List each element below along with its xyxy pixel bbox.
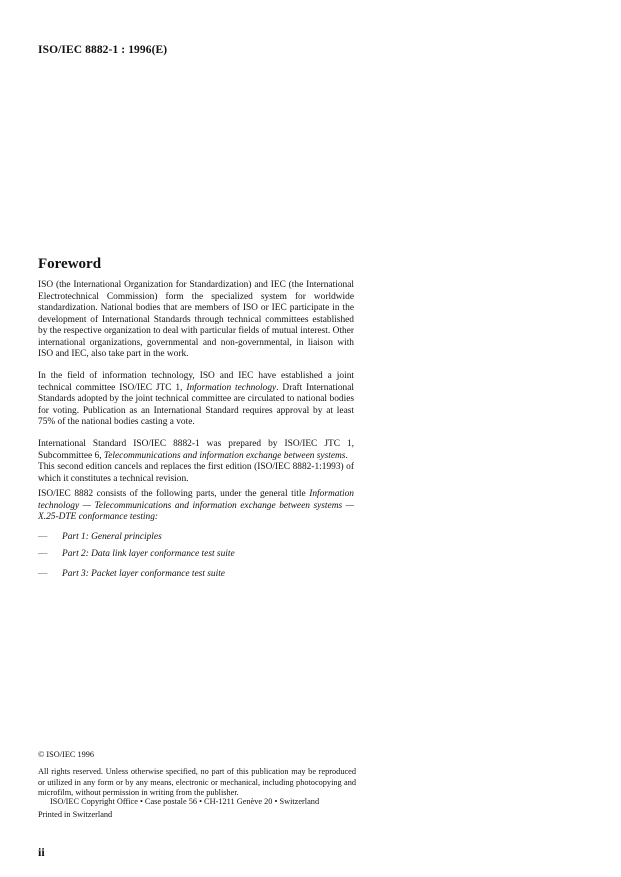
printed-in: Printed in Switzerland [38, 810, 113, 819]
text: . [345, 450, 348, 461]
text: ISO/IEC 8882 consists of the following parts, under the general title [38, 489, 310, 499]
text: International Standard ISO/IEC 8882-1 was prepared by ISO/IEC JTC 1, Subcommittee 6, [38, 439, 354, 461]
italic-text: Telecommunications and information exchange between systems [103, 450, 346, 461]
list-item [38, 569, 225, 579]
copyright-notice: © ISO/IEC 1996 [38, 750, 95, 759]
italic-text: Information technology — Telecommunications and information exchange between systems — X.25-DTE conformance testing: [38, 489, 354, 522]
section-title: Foreword [38, 256, 102, 272]
part-label: Part 3: Packet layer conformance test suite [62, 569, 225, 579]
list-item [38, 532, 162, 542]
part-label: Part 2: Data link layer conformance test suite [62, 549, 235, 559]
copyright-office-address: ISO/IEC Copyright Office • Case postale 56 • CH-1211 Genève 20 • Switzerland [50, 797, 320, 806]
paragraph-edition: This second edition cancels and replaces the first edition (ISO/IEC 8882-1:1993) of which it constitutes a technical revision. [38, 462, 354, 484]
page-number: ii [38, 845, 45, 859]
text: . Draft International Standards adopted by the joint technical committee are circulated to national bodies for voting. Publication as an International Standard requires approval by at least 75% of the national bodies casting a vote. [38, 382, 354, 427]
paragraph-parts [38, 489, 354, 524]
part-label: Part 1: General principles [62, 532, 162, 542]
dash: — [38, 532, 48, 542]
text: In the field of information technology, ISO and IEC have established a joint technical committee ISO/IEC JTC 1, [38, 371, 354, 393]
paragraph-prepared-by [38, 439, 354, 462]
document-header: ISO/IEC 8882-1 : 1996(E) [38, 44, 168, 56]
rights-statement: All rights reserved. Unless otherwise specified, no part of this publication may be reproduced or utilized in any form or by any means, electronic or mechanical, including photocopying and microfilm, without permission in writing from the publisher. [38, 767, 356, 797]
dash: — [38, 569, 48, 579]
italic-text: Information technology [186, 382, 277, 393]
paragraph-jtc1 [38, 371, 354, 429]
list-item [38, 549, 235, 559]
paragraph-iso-iec: ISO (the International Organization for Standardization) and IEC (the International Electrotechnical Commission) form the specialized system for worldwide standardization. National bodies that are members of ISO or IEC participate in the development of International Standards through technical committees established by the respective organization to deal with particular fields of mutual interest. Other international organizations, governmental and non-governmental, in liaison with ISO and IEC, also take part in the work. [38, 280, 354, 359]
dash: — [38, 549, 48, 559]
